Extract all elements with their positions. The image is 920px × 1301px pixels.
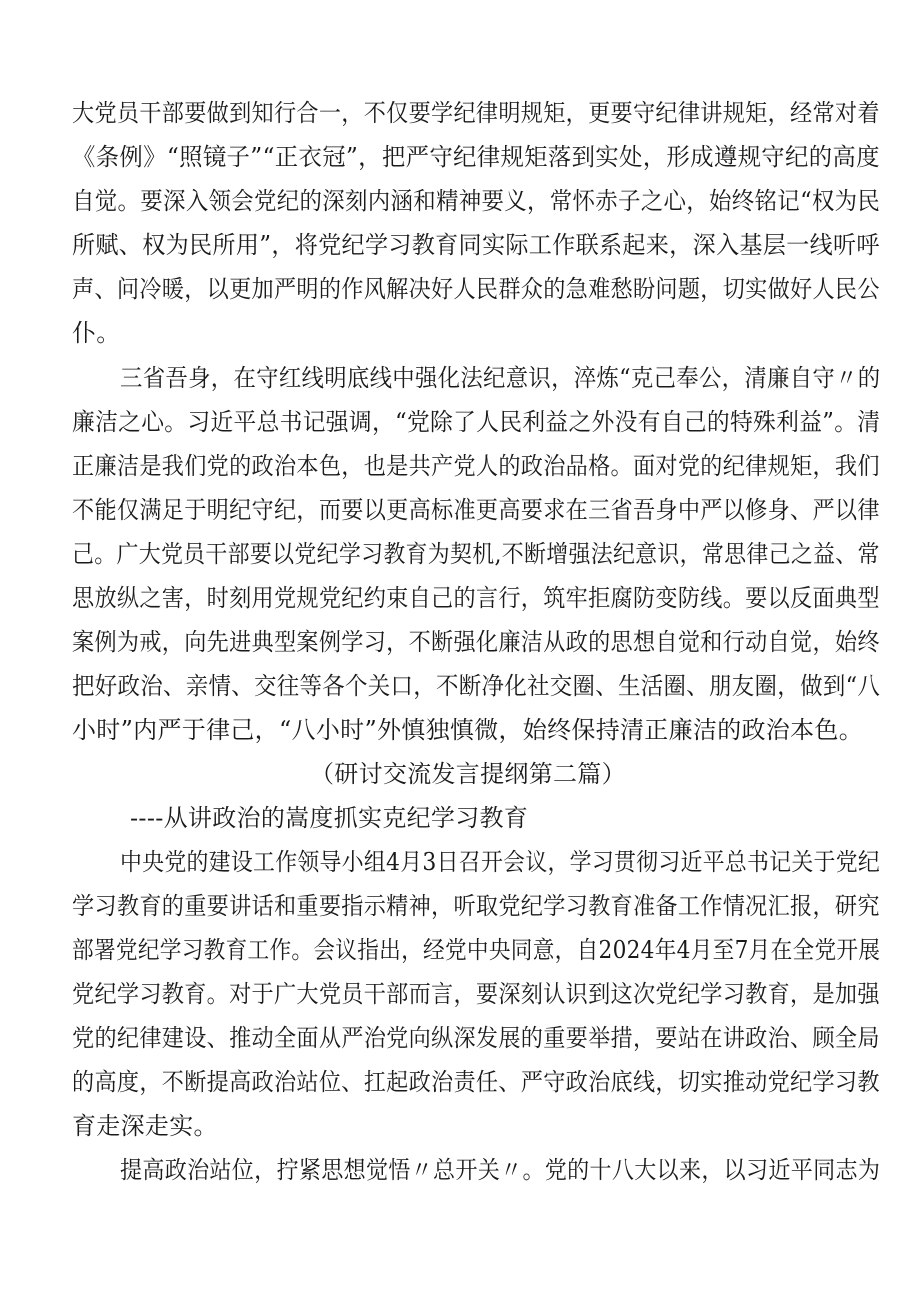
- text-line: 小时”内严于律己，“八小时”外慎独慎微，始终保持清正廉洁的政治本色。: [72, 716, 864, 744]
- text-line: 大党员干部要做到知行合一，不仅要学纪律明规矩，更要守纪律讲规矩，经常对着: [72, 99, 880, 127]
- text-line: 案例为戒，向先进典型案例学习，不断强化廉洁从政的思想自觉和行动自觉，始终: [72, 628, 880, 656]
- section-subtitle: ----从讲政治的嵩度抓实克纪学习教育: [130, 804, 529, 832]
- text-line: 思放纵之害，时刻用党规党纪约束自己的言行，筑牢拒腐防变防线。要以反面典型: [72, 584, 880, 612]
- section-heading: （研讨交流发言提纲第二篇）: [310, 760, 626, 788]
- paragraph-start-line: 三省吾身，在守红线明底线中强化法纪意识，淬炼“克己奉公，清廉自守〃的: [120, 364, 881, 392]
- text-line: 党纪学习教育。对于广大党员干部而言，要深刻认识到这次党纪学习教育，是加强: [72, 980, 880, 1008]
- text-line: 廉洁之心。习近平总书记强调，“党除了人民利益之外没有自己的特殊利益”。清: [72, 408, 881, 436]
- text-line: 声、问冷暖，以更加严明的作风解决好人民群众的急难愁盼问题，切实做好人民公: [72, 275, 880, 303]
- text-line: 不能仅满足于明纪守纪，而要以更高标准更高要求在三省吾身中严以修身、严以律: [72, 496, 880, 524]
- paragraph-start-line: 提高政治站位，拧紧思想觉悟〃总开关〃。党的十八大以来，以习近平同志为: [120, 1156, 881, 1184]
- text-line: 己。广大党员干部要以党纪学习教育为契机,不断增强法纪意识，常思律己之益、常: [72, 540, 880, 568]
- paragraph-start-line: 中央党的建设工作领导小组4月3日召开会议，学习贯彻习近平总书记关于党纪: [120, 848, 881, 876]
- text-line: 党的纪律建设、推动全面从严治党向纵深发展的重要举措，要站在讲政治、顾全局: [72, 1024, 880, 1052]
- text-line: 育走深走实。: [72, 1112, 218, 1140]
- text-line: 所赋、权为民所用”，将党纪学习教育同实际工作联系起来，深入基层一线听呼: [72, 231, 880, 259]
- text-line: 部署党纪学习教育工作。会议指出，经党中央同意，自2024年4月至7月在全党开展: [72, 936, 881, 964]
- text-line: 仆。: [72, 319, 121, 347]
- text-line: 正廉洁是我们党的政治本色，也是共产党人的政治品格。面对党的纪律规矩，我们: [72, 452, 880, 480]
- text-line: 《条例》“照镜子”“正衣冠”，把严守纪律规矩落到实处，形成遵规守纪的高度: [72, 143, 880, 171]
- text-line: 的高度，不断提高政治站位、扛起政治责任、严守政治底线，切实推动党纪学习教: [72, 1068, 880, 1096]
- text-line: 把好政治、亲情、交往等各个关口，不断净化社交圈、生活圈、朋友圈，做到“八: [72, 672, 881, 700]
- text-line: 学习教育的重要讲话和重要指示精神，听取党纪学习教育准备工作情况汇报，研究: [72, 892, 880, 920]
- text-line: 自觉。要深入领会党纪的深刻内涵和精神要义，常怀赤子之心，始终铭记“权为民: [72, 187, 881, 215]
